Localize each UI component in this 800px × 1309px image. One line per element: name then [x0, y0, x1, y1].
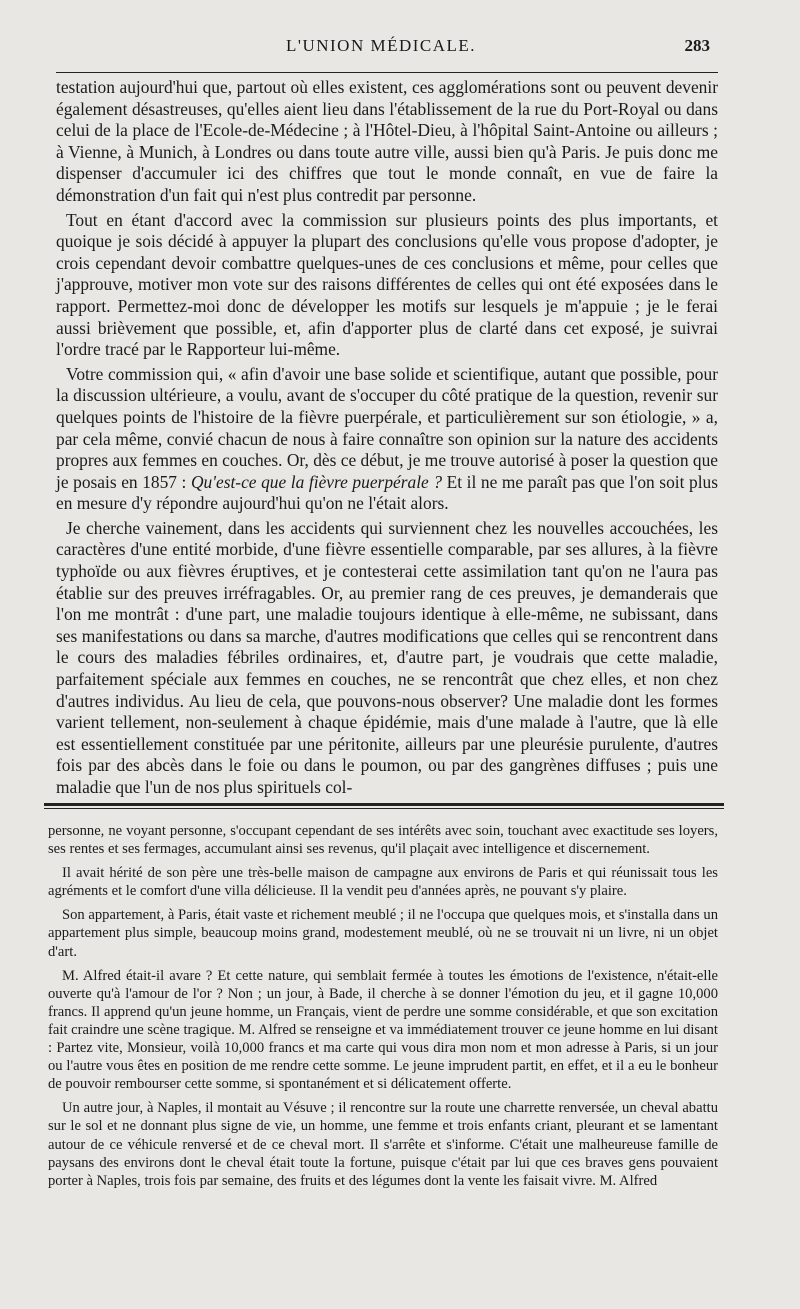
feuilleton-separator [44, 803, 724, 809]
running-head [56, 0, 718, 58]
feuilleton-paragraph: Il avait hérité de son père une très-belle maison de campagne aux environs de Paris et qui réunissait tous les agréments et le comfort d'une villa délicieuse. Il la vendit peu d'années après, ne pouvant s'y plaire. [48, 865, 718, 900]
feuilleton-paragraph: M. Alfred était-il avare ? Et cette nature, qui semblait fermée à toutes les émotions de l'existence, n'était-elle ouverte qu'à l'amour de l'or ? Non ; un jour, à Bade, il cherche à se donner l'émotion du jeu, et il gagne 10,000 francs. Il apprend qu'un jeune homme, un Français, vient de perdre une somme considérable, et que son excitation fait craindre une scène tragique. M. Alfred se renseigne et va immédiatement trouver ce jeune homme en lui disant : Partez vite, Monsieur, voilà 10,000 francs et ma carte qui vous dira mon nom et mon adresse à Paris, si un jour ou l'autre vous êtes en position de me rendre cette somme. Le jeune imprudent partit, en effet, et il a eu le bonheur de pouvoir rembourser cette somme, si spontanément et si délicatement offerte. [48, 967, 718, 1093]
feuilleton-paragraph: Un autre jour, à Naples, il montait au Vésuve ; il rencontre sur la route une charrette renversée, un cheval abattu sur le sol et ne donnant plus signe de vie, un homme, une femme et trois enfants criant, pleurant et se lamentant autour de ce véhicule renversé et de ce cheval mort. Il s'arrête et s'informe. C'était une malheureuse famille de paysans des environs dont le cheval était toute la fortune, puisque c'était par lui que ces braves gens pouvaient porter à Naples, trois fois par semaine, des fruits et des légumes dont la vente les faisait vivre. M. Alfred [48, 1100, 718, 1189]
running-title: L'UNION MÉDICALE. [286, 36, 477, 55]
feuilleton-paragraph: personne, ne voyant personne, s'occupant cependant de ses intérêts avec soin, touchant avec exactitude ses loyers, ses rentes et ses fermages, accumulant ainsi ses revenus, qu'il plaçait avec intelligence et discernement. [48, 823, 718, 858]
page-number: 283 [684, 36, 710, 55]
main-article [56, 77, 718, 799]
italic-question: Qu'est-ce que la fièvre puerpérale ? [191, 471, 443, 492]
feuilleton [48, 822, 718, 1190]
header-rule [56, 72, 718, 73]
paragraph: testation aujourd'hui que, partout où elles existent, ces agglomérations sont ou peuvent devenir également désastreuses, qu'elles aient lieu dans l'établissement de la rue du Port-Royal ou dans celui de la place de l'Ecole-de-Médecine ; à l'Hôtel-Dieu, à l'hôpital Saint-Antoine ou ailleurs ; à Vienne, à Munich, à Londres ou dans toute autre ville, aussi bien qu'à Paris. Je puis donc me dispenser d'accumuler ici des chiffres que tout le monde connaît, en vue de faire la démonstration d'un fait qui n'est plus contredit par personne. [56, 77, 718, 205]
paragraph [56, 364, 718, 515]
paragraph-text: Et il ne me paraît pas que l'on soit plus en mesure d'y répondre aujourd'hui qu'on ne l'était alors. [56, 471, 719, 514]
feuilleton-paragraph: Son appartement, à Paris, était vaste et richement meublé ; il ne l'occupa que quelques mois, et s'installa dans un appartement plus simple, beaucoup moins grand, modestement meublé, où ne se trouvait ni un livre, ni un objet d'art. [48, 907, 718, 960]
paragraph-text: Votre commission qui, « afin d'avoir une base solide et scientifique, autant que possible, pour la discussion ultérieure, a voulu, avant de s'occuper du côté pratique de la question, revenir sur quelques points de l'histoire de la fièvre puerpérale, et particulièrement sur son étiologie, » a, par cela même, convié chacun de nous à faire connaître son opinion sur la nature des accidents propres aux femmes en couches. Or, dès ce début, je me trouve autorisé à poser la question que je posais en 1857 : [56, 363, 718, 492]
paragraph: Je cherche vainement, dans les accidents qui surviennent chez les nouvelles accouchées, les caractères d'une entité morbide, d'une fièvre essentielle comparable, par ses allures, à la fièvre typhoïde ou aux fièvres éruptives, et je contesterai cette assimilation tant qu'on ne l'aura pas établie sur des preuves irréfragables. Or, au premier rang de ces preuves, je demanderais que l'on me montrât : d'une part, une maladie toujours identique à elle-même, ne subissant, dans ses manifestations ou dans sa marche, d'autres modifications que celles qui se rencontrent dans le cours des maladies fébriles ordinaires, et, d'autre part, je voudrais que cette maladie, parfaitement spéciale aux femmes en couches, ne se rencontrât que chez elles, et non chez d'autres individus. Au lieu de cela, que pouvons-nous observer? Une maladie dont les formes varient tellement, non-seulement à chaque épidémie, mais d'une malade à l'autre, que là elle est essentiellement constituée par une péritonite, ailleurs par une pleurésie purulente, d'autres fois par des abcès dans le foie ou dans le poumon, ou par des gangrènes diffuses ; puis une maladie que l'un de nos plus spirituels col- [56, 517, 718, 797]
paragraph: Tout en étant d'accord avec la commission sur plusieurs points des plus importants, et quoique je sois décidé à appuyer la plupart des conclusions qu'elle vous propose d'adopter, je crois cependant devoir combattre quelques-unes de ces conclusions et même, pour celles que j'approuve, motiver mon vote sur des raisons différentes de celles qui ont été exposées dans le rapport. Permettez-moi donc de développer les motifs sur lesquels je m'appuie ; je le ferai aussi brièvement que possible, et, afin d'apporter plus de clarté dans cet exposé, je suivrai l'ordre tracé par le Rapporteur lui-même. [56, 209, 718, 360]
